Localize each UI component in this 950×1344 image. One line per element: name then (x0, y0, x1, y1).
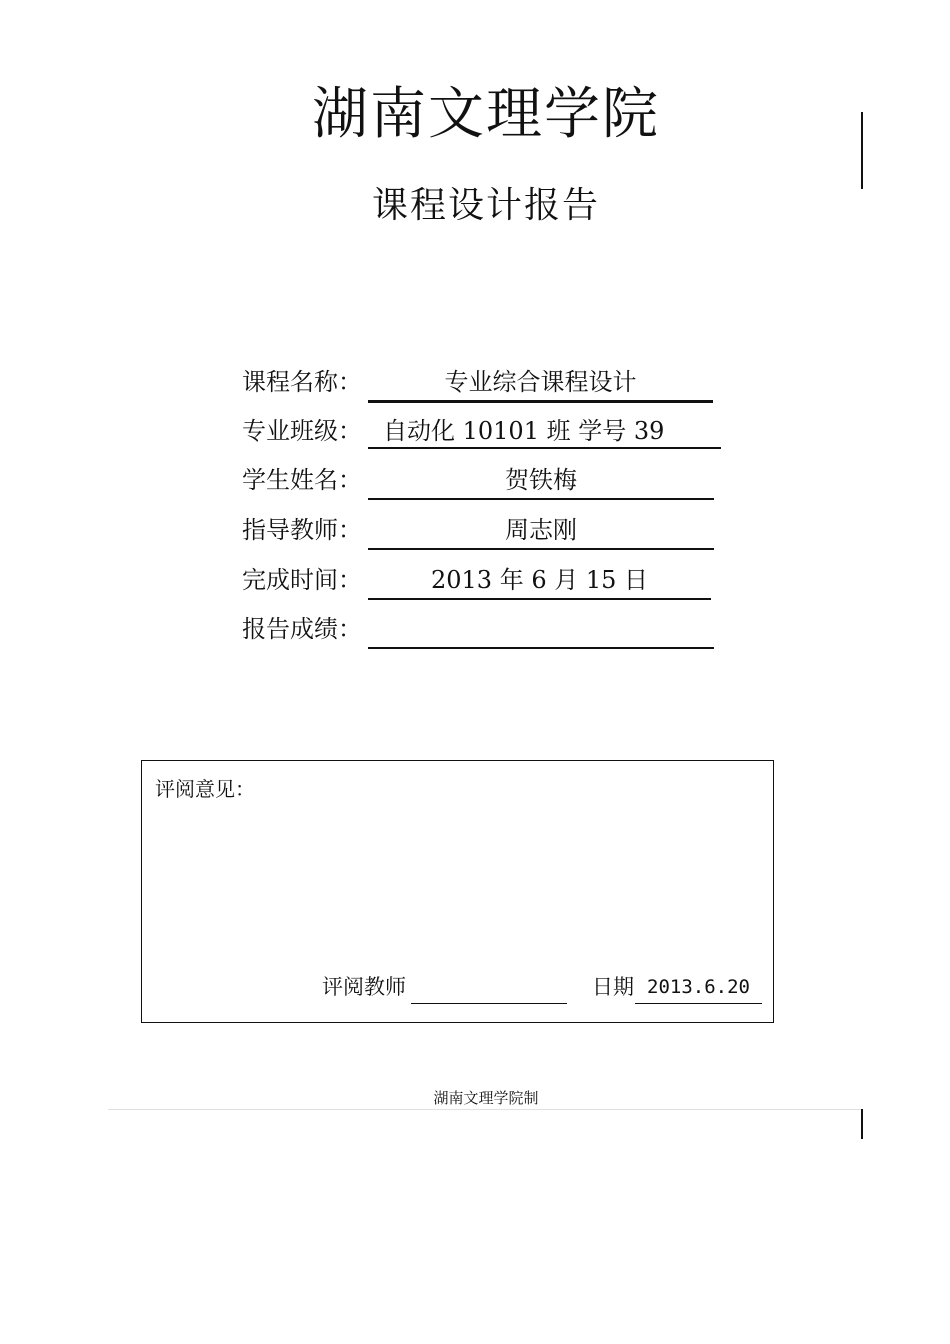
completion-time-value: 2013 年 6 月 15 日 (368, 560, 711, 600)
maker-footer: 湖南文理学院制 (433, 1089, 539, 1107)
review-comment-label: 评阅意见： (155, 777, 255, 801)
review-date-label: 日期 (592, 975, 634, 999)
class-label: 专业班级： (242, 417, 362, 445)
footer-divider (108, 1109, 863, 1110)
reviewer-signature-line (411, 1003, 567, 1004)
review-box (141, 760, 774, 1023)
completion-time-label: 完成时间： (242, 566, 362, 594)
margin-bar-bottom (861, 1109, 863, 1139)
course-name-label: 课程名称： (242, 368, 362, 396)
course-name-value: 专业综合课程设计 (368, 362, 713, 403)
review-date-value: 2013.6.20 (635, 973, 762, 1004)
school-name: 湖南文理学院 (312, 82, 660, 147)
advisor-label: 指导教师： (242, 516, 362, 544)
grade-value (368, 609, 714, 649)
class-value: 自动化 10101 班 学号 39 (368, 411, 721, 449)
report-title: 课程设计报告 (371, 185, 600, 226)
student-name-value: 贺铁梅 (368, 460, 714, 500)
reviewer-label: 评阅教师 (322, 975, 406, 999)
grade-label: 报告成绩： (242, 615, 362, 643)
margin-bar-top (861, 112, 863, 189)
student-name-label: 学生姓名： (242, 466, 362, 494)
advisor-value: 周志刚 (368, 510, 714, 550)
